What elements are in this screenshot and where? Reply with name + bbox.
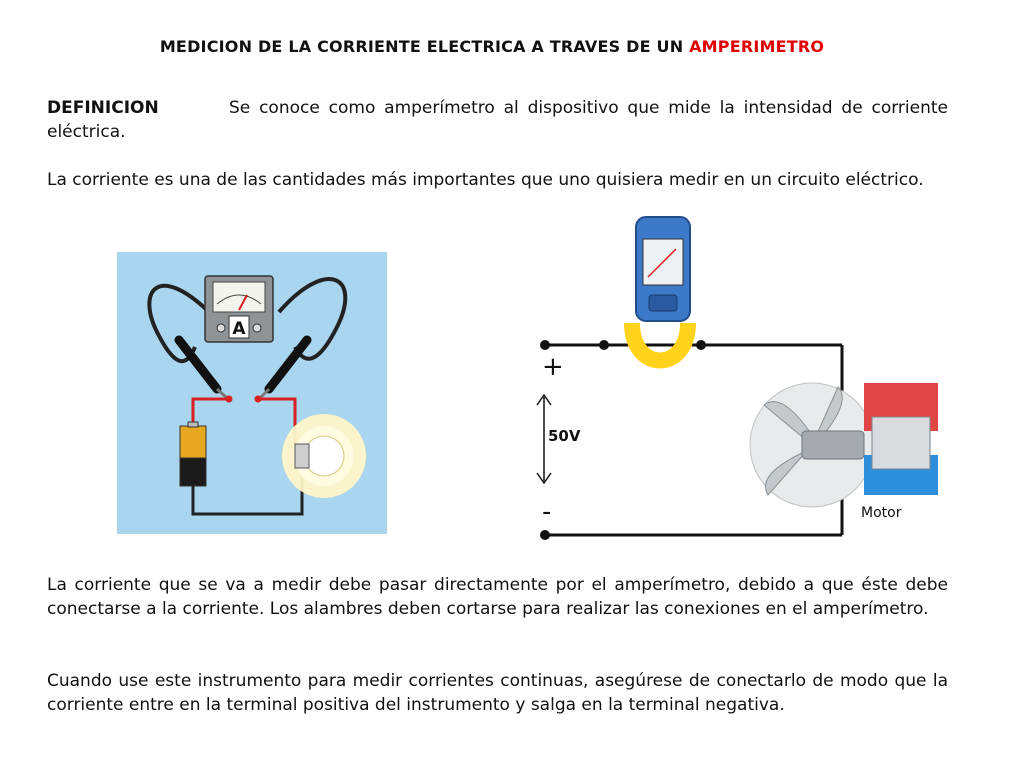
paragraph-current-importance: La corriente es una de las cantidades más importantes que uno quisiera medir en un circuito eléctrico. <box>47 170 924 190</box>
motor-label: Motor <box>861 505 902 521</box>
voltage-label: 50V <box>548 427 581 445</box>
clamp-meter-circuit-illustration <box>520 213 960 553</box>
definition-term: DEFINICION <box>47 98 159 118</box>
meter-dial <box>213 282 265 312</box>
minus-sign: - <box>542 497 552 527</box>
definition-paragraph <box>47 96 948 144</box>
ammeter-circuit-illustration <box>117 252 387 534</box>
battery-top <box>180 426 206 460</box>
bulb-glass <box>304 436 344 476</box>
paragraph-dc-polarity: Cuando use este instrumento para medir corrientes continuas, asegúrese de conectarlo de modo que la corriente entre en la terminal positiva del instrumento y salga en la terminal negativa. <box>47 671 948 715</box>
motor-shaft <box>802 431 864 459</box>
motor-armature <box>872 417 930 469</box>
battery-bottom <box>180 458 206 486</box>
clamp-jaw <box>632 323 688 361</box>
meter-label: A <box>232 319 246 339</box>
plus-sign: + <box>542 352 564 382</box>
paragraph-connection: La corriente que se va a medir debe pasar directamente por el amperímetro, debido a que éste debe conectarse a la corriente. Los alambres deben cortarse para realizar las conexiones en el amperímetro. <box>47 575 948 619</box>
title-main: MEDICION DE LA CORRIENTE ELECTRICA A TRAVES DE UN <box>159 37 690 56</box>
definition-text: Se conoce como amperímetro al dispositivo que mide la intensidad de corriente eléctrica. <box>47 98 948 142</box>
page-title <box>0 37 984 56</box>
title-accent: AMPERIMETRO <box>689 37 825 56</box>
bulb-socket <box>295 444 309 468</box>
